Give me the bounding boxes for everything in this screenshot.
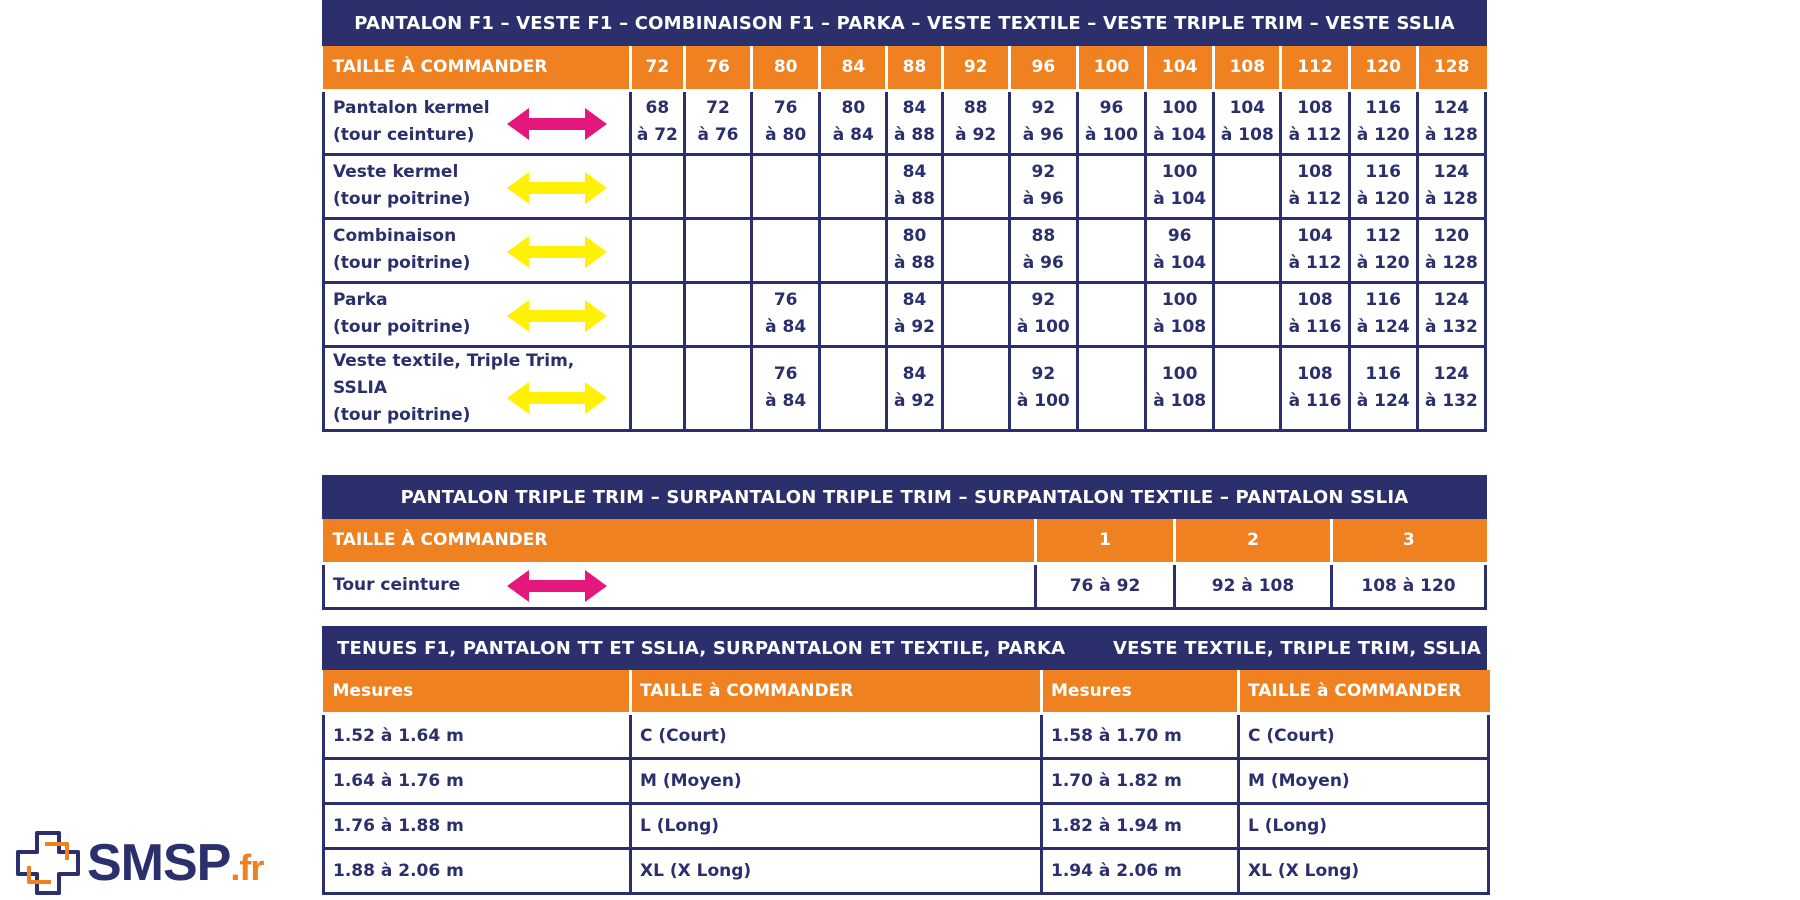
range-from: 92 [1031, 290, 1056, 310]
size-range-cell [887, 346, 942, 430]
range-to: à 108 [1153, 391, 1207, 411]
size-range-cell [820, 346, 887, 430]
size-range-cell [752, 154, 820, 218]
size-range-cell [820, 90, 887, 154]
measure-cell: 1.58 à 1.70 m [1042, 714, 1239, 759]
range-to: à 92 [893, 391, 936, 411]
double-arrow-icon [505, 168, 609, 208]
range-from: 104 [1229, 98, 1266, 118]
size-range-cell [1417, 282, 1485, 346]
size-range-cell [630, 282, 684, 346]
row-name: Veste kermel [333, 162, 459, 182]
table-1-title: PANTALON F1 – VESTE F1 – COMBINAISON F1 – PARKA – VESTE TEXTILE – VESTE TRIPLE TRIM – VESTE SSLIA [322, 0, 1487, 46]
range-to: à 128 [1424, 253, 1478, 273]
table-3-title [322, 626, 1487, 670]
measure-cell: 1.70 à 1.82 m [1042, 759, 1239, 804]
order-size-header: TAILLE à COMMANDER [631, 670, 1042, 714]
double-arrow-icon [505, 232, 609, 272]
size-range-cell [887, 282, 942, 346]
range-from: 88 [1031, 226, 1056, 246]
range-from: 100 [1161, 162, 1198, 182]
height-table [322, 670, 1490, 895]
range-to: à 116 [1288, 317, 1342, 337]
row-label-cell [324, 90, 631, 154]
size-range-cell [752, 346, 820, 430]
table-row [324, 90, 1486, 154]
double-arrow-icon [505, 104, 609, 144]
table-row [324, 563, 1486, 608]
size-cell: C (Court) [1239, 714, 1489, 759]
range-to: à 84 [765, 317, 807, 337]
row-label-cell [324, 282, 631, 346]
table-row [324, 154, 1486, 218]
size-range-cell [630, 154, 684, 218]
size-range-cell [1281, 154, 1349, 218]
range-to: à 88 [893, 189, 936, 209]
range-from: 124 [1433, 98, 1470, 118]
size-range-cell [1214, 282, 1281, 346]
range-to: à 96 [1022, 125, 1064, 145]
size-range-cell [684, 90, 751, 154]
range-from: 124 [1433, 364, 1470, 384]
title-left: TENUES F1, PANTALON TT ET SSLIA, SURPANTALON ET TEXTILE, PARKA [337, 637, 1066, 659]
size-range-cell [820, 282, 887, 346]
size-header: 104 [1146, 46, 1214, 90]
size-range-cell [1009, 154, 1077, 218]
range-to: à 108 [1153, 317, 1207, 337]
range-from: 84 [902, 98, 927, 118]
range-from: 108 [1297, 290, 1333, 310]
range-to: à 92 [955, 125, 997, 145]
size-range-cell [1281, 218, 1349, 282]
range-from: 92 [1031, 162, 1056, 182]
range-from: 108 [1297, 98, 1333, 118]
range-from: 80 [841, 98, 866, 118]
size-range-cell [1077, 154, 1145, 218]
range-from: 124 [1433, 290, 1470, 310]
table-1-section [322, 0, 1487, 432]
range-to: à 112 [1288, 253, 1342, 273]
range-from: 104 [1297, 226, 1333, 246]
size-range-cell [942, 282, 1009, 346]
size-header: 128 [1417, 46, 1485, 90]
size-range-cell [1146, 218, 1214, 282]
size-range-cell [630, 346, 684, 430]
table-row [324, 759, 1489, 804]
row-measure: (tour poitrine) [333, 317, 471, 337]
smsp-logo [15, 830, 263, 896]
range-from: 100 [1161, 290, 1198, 310]
table-1-header-row [324, 46, 1486, 90]
size-range-cell [942, 346, 1009, 430]
size-range-cell [820, 154, 887, 218]
range-from: 116 [1365, 162, 1401, 182]
range-to: à 108 [1220, 125, 1274, 145]
size-range-cell [630, 218, 684, 282]
range-from: 108 [1297, 162, 1333, 182]
double-arrow-icon [505, 566, 609, 606]
size-header: 80 [752, 46, 820, 90]
cross-logo-icon [15, 830, 81, 896]
row-measure: (tour poitrine) [333, 189, 471, 209]
size-range-cell [1349, 218, 1417, 282]
range-from: 92 [1031, 98, 1056, 118]
size-range-cell [1009, 90, 1077, 154]
range-cell: 92 à 108 [1175, 563, 1332, 608]
table-2-header-row [324, 519, 1486, 563]
size-range-cell [1417, 90, 1485, 154]
range-from: 96 [1167, 226, 1192, 246]
size-range-cell [1146, 90, 1214, 154]
size-header: 96 [1009, 46, 1077, 90]
range-cell: 76 à 92 [1036, 563, 1175, 608]
size-header: 88 [887, 46, 942, 90]
range-to: à 112 [1288, 189, 1342, 209]
size-range-cell [1214, 218, 1281, 282]
range-to: à 84 [832, 125, 874, 145]
size-range-cell [752, 90, 820, 154]
size-range-cell [1349, 90, 1417, 154]
range-from: 68 [645, 98, 670, 118]
size-cell: XL (X Long) [631, 849, 1042, 894]
measure-cell: 1.88 à 2.06 m [324, 849, 631, 894]
table-row [324, 218, 1486, 282]
range-to: à 104 [1153, 253, 1207, 273]
range-to: à 80 [765, 125, 807, 145]
size-header: 2 [1175, 519, 1332, 563]
size-range-cell [1281, 346, 1349, 430]
row-name: Veste textile, Triple Trim, SSLIA [333, 350, 575, 398]
size-range-cell [1214, 154, 1281, 218]
size-range-cell [1146, 154, 1214, 218]
range-to: à 100 [1016, 317, 1070, 337]
range-to: à 104 [1153, 125, 1207, 145]
range-to: à 96 [1022, 253, 1064, 273]
size-cell: C (Court) [631, 714, 1042, 759]
size-range-cell [1417, 154, 1485, 218]
size-range-cell [684, 346, 751, 430]
table-row [324, 714, 1489, 759]
size-header: 84 [820, 46, 887, 90]
size-range-cell [752, 218, 820, 282]
range-from: 100 [1161, 98, 1198, 118]
size-range-cell [942, 154, 1009, 218]
row-label-cell [324, 218, 631, 282]
range-cell: 108 à 120 [1332, 563, 1486, 608]
size-header: 120 [1349, 46, 1417, 90]
row-name: Tour ceinture [333, 575, 461, 595]
range-to: à 116 [1288, 391, 1342, 411]
size-range-cell [752, 282, 820, 346]
range-to: à 120 [1356, 189, 1410, 209]
size-cell: L (Long) [631, 804, 1042, 849]
waist-label-cell [324, 563, 1036, 608]
size-header: 1 [1036, 519, 1175, 563]
order-size-header: TAILLE à COMMANDER [1239, 670, 1489, 714]
row-label-cell [324, 346, 631, 430]
measure-cell: 1.76 à 1.88 m [324, 804, 631, 849]
measure-cell: 1.94 à 2.06 m [1042, 849, 1239, 894]
range-to: à 120 [1356, 253, 1410, 273]
size-range-cell [942, 218, 1009, 282]
range-to: à 88 [893, 125, 936, 145]
range-to: à 100 [1016, 391, 1070, 411]
size-range-cell [1417, 218, 1485, 282]
range-to: à 96 [1022, 189, 1064, 209]
table-row [324, 282, 1486, 346]
size-range-cell [1281, 90, 1349, 154]
size-range-cell [1349, 154, 1417, 218]
range-from: 120 [1433, 226, 1470, 246]
range-to: à 72 [636, 125, 678, 145]
range-to: à 92 [893, 317, 936, 337]
range-from: 76 [773, 98, 798, 118]
size-range-cell [1009, 218, 1077, 282]
size-table-1 [322, 46, 1487, 432]
range-to: à 88 [893, 253, 936, 273]
range-to: à 100 [1085, 125, 1138, 145]
size-range-cell [1214, 90, 1281, 154]
row-measure: (tour ceinture) [333, 125, 475, 145]
table-2-title: PANTALON TRIPLE TRIM – SURPANTALON TRIPLE TRIM – SURPANTALON TEXTILE – PANTALON SSLIA [322, 475, 1487, 519]
range-from: 76 [773, 290, 798, 310]
title-right: VESTE TEXTILE, TRIPLE TRIM, SSLIA [1113, 637, 1482, 659]
range-from: 92 [1031, 364, 1056, 384]
range-from: 76 [773, 364, 798, 384]
row-measure: (tour poitrine) [333, 404, 471, 425]
row-label-cell [324, 154, 631, 218]
size-range-cell [1146, 282, 1214, 346]
size-header: 3 [1332, 519, 1486, 563]
size-range-cell [630, 90, 684, 154]
order-size-header: TAILLE À COMMANDER [324, 519, 1036, 563]
range-to: à 132 [1424, 317, 1478, 337]
size-range-cell [1214, 346, 1281, 430]
range-to: à 84 [765, 391, 807, 411]
size-range-cell [684, 282, 751, 346]
table-row [324, 804, 1489, 849]
row-name: Pantalon kermel [333, 98, 490, 118]
size-header: 76 [684, 46, 751, 90]
double-arrow-icon [505, 296, 609, 336]
range-to: à 132 [1424, 391, 1478, 411]
size-range-cell [1009, 346, 1077, 430]
size-range-cell [684, 154, 751, 218]
table-2-section [322, 475, 1487, 610]
range-to: à 120 [1356, 125, 1410, 145]
size-range-cell [1349, 282, 1417, 346]
size-range-cell [1417, 346, 1485, 430]
size-range-cell [1146, 346, 1214, 430]
logo-text: SMSP.fr [87, 834, 264, 892]
order-size-header: TAILLE À COMMANDER [324, 46, 631, 90]
size-range-cell [942, 90, 1009, 154]
size-range-cell [887, 218, 942, 282]
size-table-2 [322, 519, 1487, 610]
table-3-section [322, 626, 1487, 895]
size-range-cell [1077, 346, 1145, 430]
row-name: Combinaison [333, 226, 457, 246]
range-from: 84 [902, 364, 927, 384]
range-from: 84 [902, 162, 927, 182]
size-cell: L (Long) [1239, 804, 1489, 849]
measure-cell: 1.64 à 1.76 m [324, 759, 631, 804]
range-from: 84 [902, 290, 927, 310]
size-range-cell [1349, 346, 1417, 430]
row-name: Parka [333, 290, 388, 310]
range-from: 96 [1099, 98, 1124, 118]
size-range-cell [820, 218, 887, 282]
size-cell: M (Moyen) [1239, 759, 1489, 804]
table-3-header-row [324, 670, 1489, 714]
size-header: 100 [1077, 46, 1145, 90]
size-header: 72 [630, 46, 684, 90]
size-header: 92 [942, 46, 1009, 90]
range-from: 88 [963, 98, 988, 118]
range-from: 116 [1365, 364, 1401, 384]
range-from: 116 [1365, 98, 1401, 118]
range-to: à 124 [1356, 391, 1410, 411]
measure-header: Mesures [324, 670, 631, 714]
size-header: 108 [1214, 46, 1281, 90]
size-header: 112 [1281, 46, 1349, 90]
size-cell: M (Moyen) [631, 759, 1042, 804]
range-from: 80 [902, 226, 927, 246]
range-to: à 76 [697, 125, 739, 145]
measure-cell: 1.52 à 1.64 m [324, 714, 631, 759]
range-from: 112 [1365, 226, 1401, 246]
size-cell: XL (X Long) [1239, 849, 1489, 894]
range-from: 108 [1297, 364, 1333, 384]
size-range-cell [1077, 282, 1145, 346]
range-from: 124 [1433, 162, 1470, 182]
range-to: à 112 [1288, 125, 1342, 145]
size-range-cell [1077, 90, 1145, 154]
range-from: 72 [706, 98, 730, 118]
range-to: à 128 [1424, 125, 1478, 145]
double-arrow-icon [505, 378, 609, 418]
measure-header: Mesures [1042, 670, 1239, 714]
size-range-cell [887, 90, 942, 154]
size-range-cell [1009, 282, 1077, 346]
size-range-cell [1077, 218, 1145, 282]
range-from: 116 [1365, 290, 1401, 310]
size-range-cell [1281, 282, 1349, 346]
table-row [324, 346, 1486, 430]
measure-cell: 1.82 à 1.94 m [1042, 804, 1239, 849]
row-measure: (tour poitrine) [333, 253, 471, 273]
range-to: à 124 [1356, 317, 1410, 337]
size-range-cell [887, 154, 942, 218]
table-row [324, 849, 1489, 894]
range-from: 100 [1161, 364, 1198, 384]
range-to: à 128 [1424, 189, 1478, 209]
range-to: à 104 [1153, 189, 1207, 209]
size-range-cell [684, 218, 751, 282]
